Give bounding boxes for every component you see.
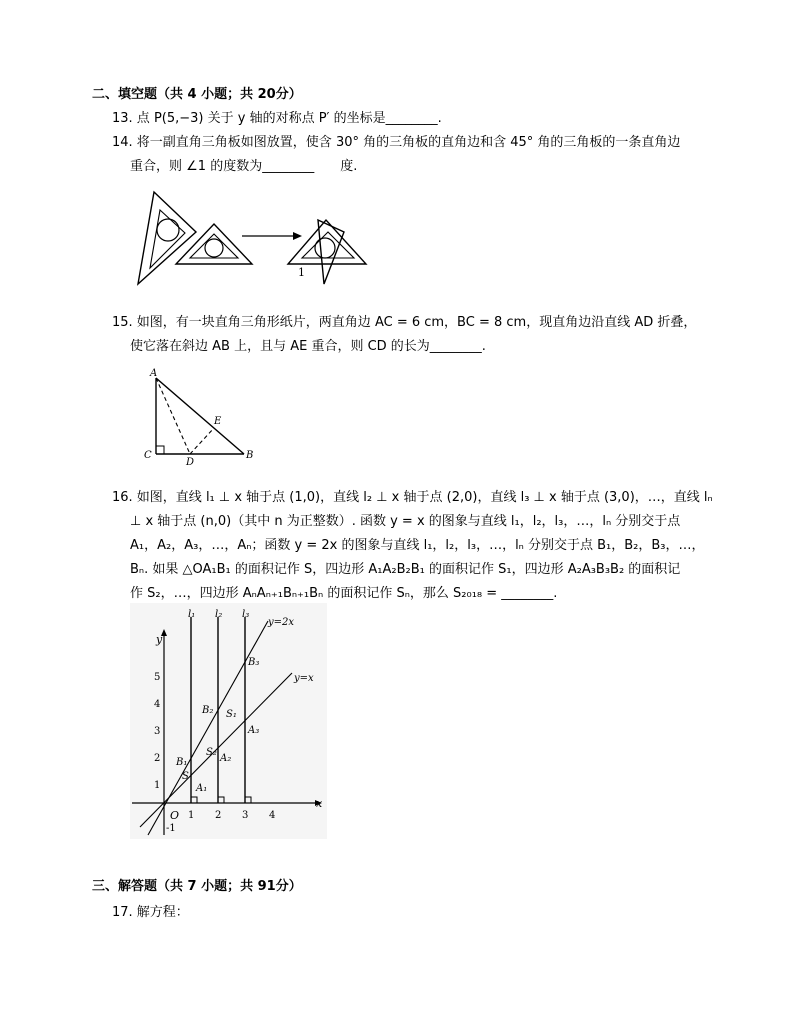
section-title: 二、填空题（共 4 小题；共 20分） (92, 87, 302, 102)
origin-label: O (170, 809, 180, 822)
question-17: 17. 解方程： (112, 905, 189, 920)
y-tick-4: 4 (154, 699, 161, 710)
label-S: S (182, 771, 189, 782)
question-16-line3: A₁，A₂，A₃，…，Aₙ；函数 y = 2x 的图象与直线 l₁，l₂，l₃，…，lₙ 分别交于点 B₁，B₂，B₃，…， (130, 538, 705, 553)
label-S2: S₂ (206, 747, 217, 758)
fold-AD (156, 378, 190, 454)
section-title-3: 三、解答题（共 7 小题；共 91分） (92, 879, 302, 894)
label-D: D (186, 457, 195, 466)
label-A2: A₂ (220, 753, 232, 764)
label-A1: A₁ (196, 783, 208, 794)
question-14-line1: 14. 将一副直角三角板如图放置，使含 30° 角的三角板的直角边和含 45° 角的三角板的一条直角边 (112, 135, 681, 150)
question-13: 13. 点 P(5,−3) 关于 y 轴的对称点 P′ 的坐标是________. (112, 111, 442, 126)
label-l3: l₃ (242, 609, 250, 620)
combined-hole (315, 238, 335, 258)
x-tick-3: 3 (242, 810, 249, 821)
y-tick-3: 3 (154, 726, 161, 737)
question-16-line5: 作 S₂，…，四边形 AₙAₙ₊₁Bₙ₊₁Bₙ 的面积记作 Sₙ，那么 S₂₀₁₈ = ________. (130, 586, 558, 601)
question-16-line2: ⊥ x 轴于点 (n,0)（其中 n 为正整数）. 函数 y = x 的图象与直线 l₁，l₂，l₃，…，lₙ 分别交于点 (130, 514, 681, 529)
label-C: C (144, 450, 152, 461)
label-B2: B₂ (202, 705, 214, 716)
y-tick-2: 2 (154, 753, 161, 764)
right-triangle-figure (140, 366, 270, 466)
x-axis-label: x (316, 797, 323, 810)
label-E: E (214, 416, 222, 427)
label-y-x: y=x (294, 673, 314, 684)
arrow-icon (293, 232, 302, 240)
label-A: A (150, 368, 158, 379)
triangle-45-hole (205, 239, 223, 257)
segment-DE (190, 428, 214, 454)
combined-30-outer (318, 220, 344, 284)
set-square-figure (130, 188, 380, 288)
triangle-30-outer (138, 192, 196, 284)
label-S1: S₁ (226, 709, 237, 720)
question-16-line4: Bₙ. 如果 △OA₁B₁ 的面积记作 S，四边形 A₁A₂B₂B₁ 的面积记作 S₁，四边形 A₂A₃B₃B₂ 的面积记 (130, 562, 681, 577)
angle-1-label: 1 (298, 266, 305, 279)
label-l1: l₁ (188, 609, 196, 620)
question-16-line1: 16. 如图，直线 l₁ ⊥ x 轴于点 (1,0)，直线 l₂ ⊥ x 轴于点 (2,0)，直线 l₃ ⊥ x 轴于点 (3,0)，…，直线 lₙ (112, 490, 713, 505)
label-y-2x: y=2x (268, 617, 295, 628)
y-tick-5: 5 (154, 672, 161, 683)
y-tick-neg1: -1 (166, 823, 176, 834)
triangle-45-inner (190, 234, 238, 258)
y-axis-label: y (156, 633, 163, 646)
x-tick-1: 1 (188, 810, 195, 821)
x-tick-2: 2 (215, 810, 222, 821)
label-B: B (246, 450, 254, 461)
label-B1: B₁ (176, 757, 188, 768)
right-angle-mark (156, 446, 164, 454)
triangle-30-hole (157, 219, 179, 241)
label-A3: A₃ (248, 725, 260, 736)
question-15-line1: 15. 如图，有一块直角三角形纸片，两直角边 AC = 6 cm，BC = 8 cm，现直角边沿直线 AD 折叠， (112, 315, 697, 330)
question-14-line2: 重合，则 ∠1 的度数为________ 度. (130, 159, 358, 174)
combined-45-inner (302, 232, 354, 258)
coordinate-graph (130, 603, 327, 839)
question-15-line2: 使它落在斜边 AB 上，且与 AE 重合，则 CD 的长为________. (130, 339, 486, 354)
label-B3: B₃ (248, 657, 260, 668)
y-tick-1: 1 (154, 780, 161, 791)
x-tick-4: 4 (269, 810, 276, 821)
label-l2: l₂ (215, 609, 223, 620)
